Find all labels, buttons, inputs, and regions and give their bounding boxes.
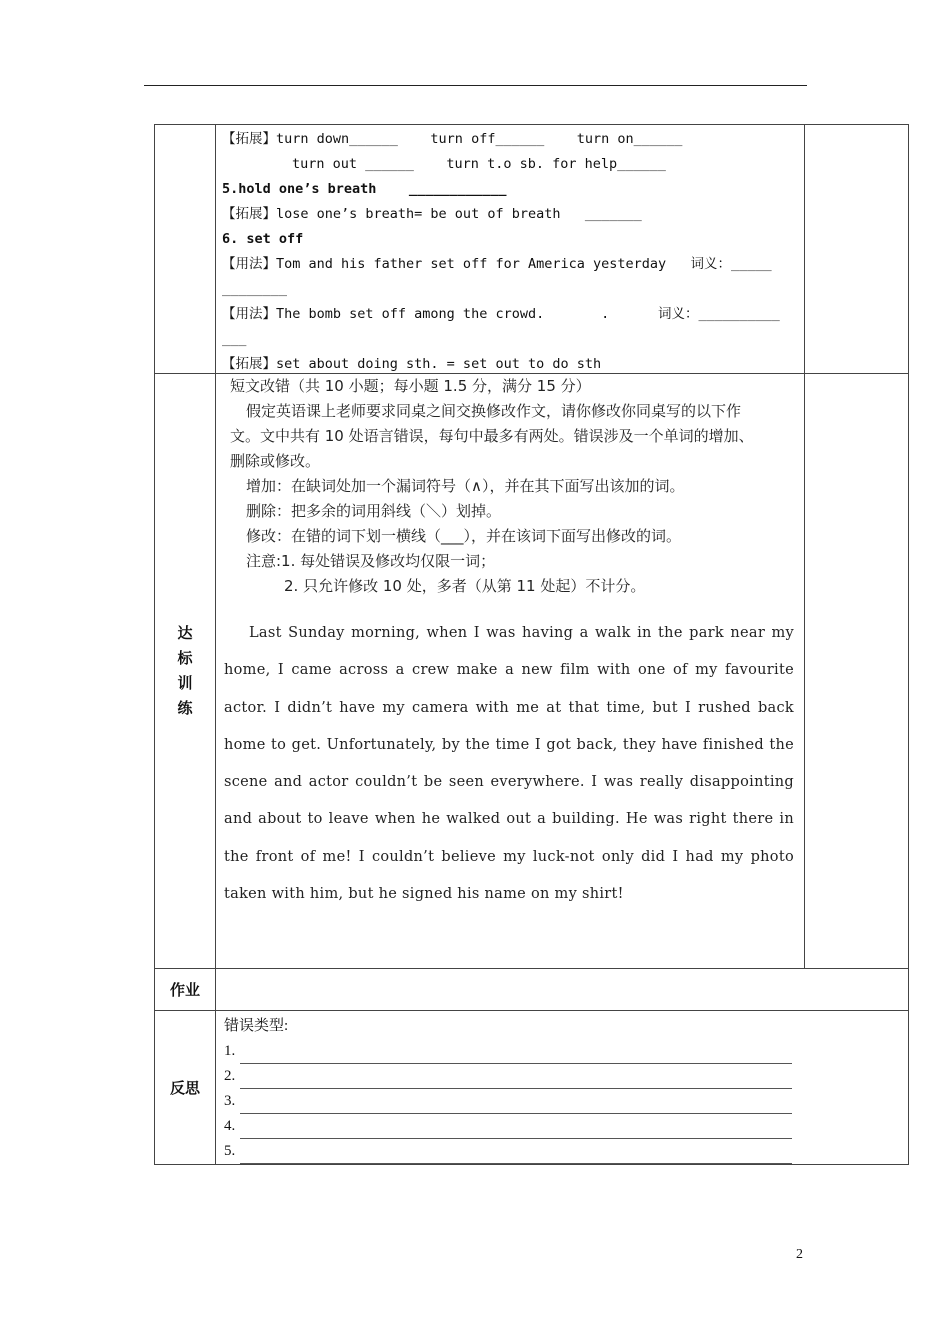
- expansion-line: 【拓展】set about doing sth. = set out to do sth: [222, 356, 602, 372]
- reflection-item: [224, 1139, 902, 1164]
- reflection-item-number: 2.: [224, 1068, 236, 1084]
- instruction-note-1: 注意:1. 每处错误及修改均仅限一词；: [246, 552, 496, 570]
- expansion-row: [155, 125, 909, 374]
- expansion-notes-cell: [805, 125, 909, 374]
- homework-label: 作业: [155, 969, 216, 1011]
- exercise-label: [177, 621, 192, 721]
- exercise-instructions: [224, 374, 794, 599]
- exercise-label-char: 标: [177, 649, 193, 667]
- expansion-line: 【用法】The bomb set off among the crowd. . 词义：__________: [222, 306, 780, 322]
- reflection-item-number: 1.: [224, 1043, 236, 1059]
- expansion-cell: [216, 125, 805, 374]
- reflection-blank-line: [240, 1071, 792, 1089]
- exercise-passage: Last Sunday morning, when I was having a walk in the park near my home, I came across a crew make a new film with one of my favourite actor. I didn’t have my camera with me at that time, but I rushed back home to get. Unfortunately, by the time I got back, they have finished the scene and actor couldn’t be seen everywhere. I was really disappointing and about to leave when he walked out a building. He was right there in the front of me! I couldn’t believe my luck-not only did I had my photo taken with him, but he signed his name on my shirt!: [224, 625, 794, 903]
- expansion-line: 5.hold one’s breath ____________: [222, 181, 507, 197]
- reflection-label: 反思: [155, 1011, 216, 1165]
- expansion-line: turn out ______ turn t.o sb. for help______: [292, 156, 666, 172]
- exercise-label-char: 训: [177, 674, 193, 692]
- expansion-line: 【拓展】turn down______ turn off______ turn on______: [222, 131, 683, 147]
- reflection-item-number: 3.: [224, 1093, 236, 1109]
- reflection-blank-line: [240, 1046, 792, 1064]
- reflection-cell: [216, 1011, 909, 1165]
- expansion-line: 【拓展】lose one’s breath= be out of breath _______: [222, 206, 642, 222]
- expansion-line: ___: [222, 331, 247, 347]
- exercise-label-cell: [155, 374, 216, 969]
- instruction-note-2: 2. 只允许修改 10 处，多者（从第 11 处起）不计分。: [284, 577, 646, 595]
- reflection-title: 错误类型:: [224, 1018, 289, 1034]
- header-rule: [144, 85, 807, 86]
- reflection-item-number: 5.: [224, 1143, 236, 1159]
- exercise-row: [155, 374, 909, 969]
- reflection-item: [224, 1114, 902, 1139]
- exercise-label-char: 练: [177, 699, 193, 717]
- reflection-row: [155, 1011, 909, 1165]
- homework-row: [155, 969, 909, 1011]
- homework-cell: [216, 969, 909, 1011]
- expansion-line: 6. set off: [222, 231, 304, 247]
- worksheet-table: [154, 124, 909, 1165]
- page-number: 2: [796, 1247, 803, 1262]
- instruction-modify: 修改：在错的词下划一横线（___），并在该词下面写出修改的词。: [246, 527, 682, 545]
- instruction-delete: 删除：把多余的词用斜线（＼）划掉。: [246, 502, 502, 520]
- exercise-cell: [216, 374, 805, 969]
- reflection-blank-line: [240, 1121, 792, 1139]
- expansion-line: 【用法】Tom and his father set off for America yesterday 词义：_____: [222, 256, 772, 272]
- reflection-item: [224, 1064, 902, 1089]
- reflection-item-number: 4.: [224, 1118, 236, 1134]
- reflection-item: [224, 1089, 902, 1114]
- reflection-blank-line: [240, 1146, 792, 1164]
- instruction-line: 删除或修改。: [230, 452, 321, 470]
- expansion-line: ________: [222, 281, 288, 297]
- instruction-heading: 短文改错（共 10 小题；每小题 1.5 分，满分 15 分）: [230, 377, 591, 395]
- reflection-item: [224, 1039, 902, 1064]
- expansion-label-cell: [155, 125, 216, 374]
- exercise-notes-cell: [805, 374, 909, 969]
- instruction-line: 文。文中共有 10 处语言错误，每句中最多有两处。错误涉及一个单词的增加、: [230, 427, 754, 445]
- reflection-blank-line: [240, 1096, 792, 1114]
- instruction-add: 增加：在缺词处加一个漏词符号（∧），并在其下面写出该加的词。: [246, 477, 685, 495]
- instruction-line: 假定英语课上老师要求同桌之间交换修改作文，请你修改你同桌写的以下作: [246, 402, 742, 420]
- exercise-label-char: 达: [177, 624, 193, 642]
